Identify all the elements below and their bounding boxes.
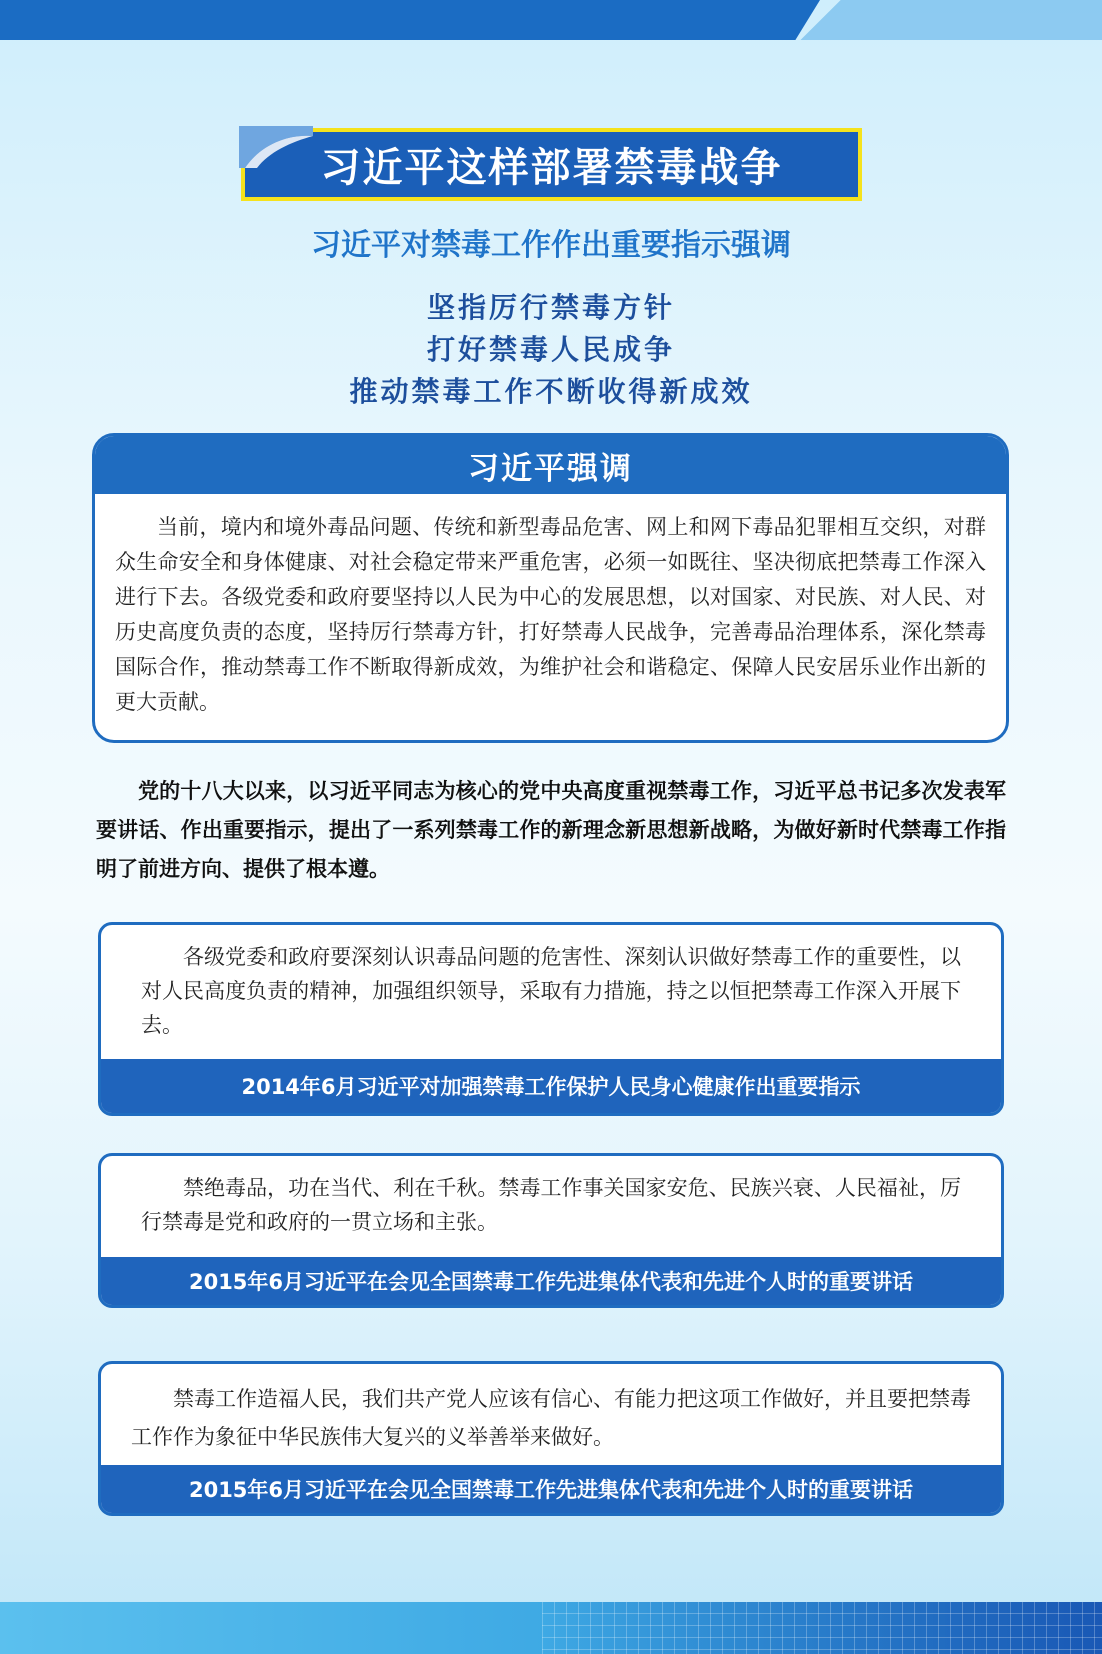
quote-text: 禁毒工作造福人民，我们共产党人应该有信心、有能力把这项工作做好，并且要把禁毒工作作为象征中华民族伟大复兴的义举善举来做好。 <box>131 1387 971 1449</box>
quote-text: 各级党委和政府要深刻认识毒品问题的危害性、深刻认识做好禁毒工作的重要性，以对人民高度负责的精神，加强组织领导，采取有力措施，持之以恒把禁毒工作深入开展下去。 <box>141 945 961 1037</box>
quote-caption: 2014年6月习近平对加强禁毒工作保护人民身心健康作出重要指示 <box>101 1059 1001 1113</box>
poster-subtitle: 习近平对禁毒工作作出重要指示强调 <box>311 228 791 263</box>
pixel-mosaic-decoration <box>542 1602 1102 1654</box>
quote-text: 禁绝毒品，功在当代、利在千秋。禁毒工作事关国家安危、民族兴衰、人民福祉，厉行禁毒是党和政府的一贯立场和主张。 <box>141 1176 961 1234</box>
motto-line-2: 打好禁毒人民成争 <box>426 333 675 366</box>
motto-line-3: 推动禁毒工作不断收得新成效 <box>349 375 753 408</box>
poster-title: 习近平这样部署禁毒战争 <box>320 145 783 191</box>
page-curl-icon <box>239 126 313 168</box>
emphasis-heading: 习近平强调 <box>95 436 1006 494</box>
quote-card <box>98 1361 1004 1516</box>
poster-title-box <box>241 128 862 201</box>
emphasis-panel <box>92 433 1009 743</box>
bottom-decorative-band <box>0 1602 1102 1654</box>
intro-paragraph: 党的十八大以来，以习近平同志为核心的党中央高度重视禁毒工作，习近平总书记多次发表军要讲话、作出重要指示，提出了一系列禁毒工作的新理念新思想新战略，为做好新时代禁毒工作指明了前进方向、提供了根本遵。 <box>96 779 1006 881</box>
quote-card <box>98 922 1004 1116</box>
emphasis-text: 当前，境内和境外毒品问题、传统和新型毒品危害、网上和网下毒品犯罪相互交织，对群众生命安全和身体健康、对社会稳定带来严重危害，必须一如既往、坚决彻底把禁毒工作深入进行下去。各级党委和政府要坚持以人民为中心的发展思想，以对国家、对民族、对人民、对历史高度负责的态度，坚持厉行禁毒方针，打好禁毒人民战争，完善毒品治理体系，深化禁毒国际合作，推动禁毒工作不断取得新成效，为维护社会和谐稳定、保障人民安居乐业作出新的更大贡献。 <box>115 515 986 714</box>
quote-caption: 2015年6月习近平在会见全国禁毒工作先进集体代表和先进个人时的重要讲话 <box>101 1465 1001 1513</box>
quote-caption: 2015年6月习近平在会见全国禁毒工作先进集体代表和先进个人时的重要讲话 <box>101 1257 1001 1305</box>
motto-line-1: 坚指厉行禁毒方针 <box>426 291 675 324</box>
quote-card <box>98 1153 1004 1308</box>
top-decorative-band <box>0 0 820 40</box>
